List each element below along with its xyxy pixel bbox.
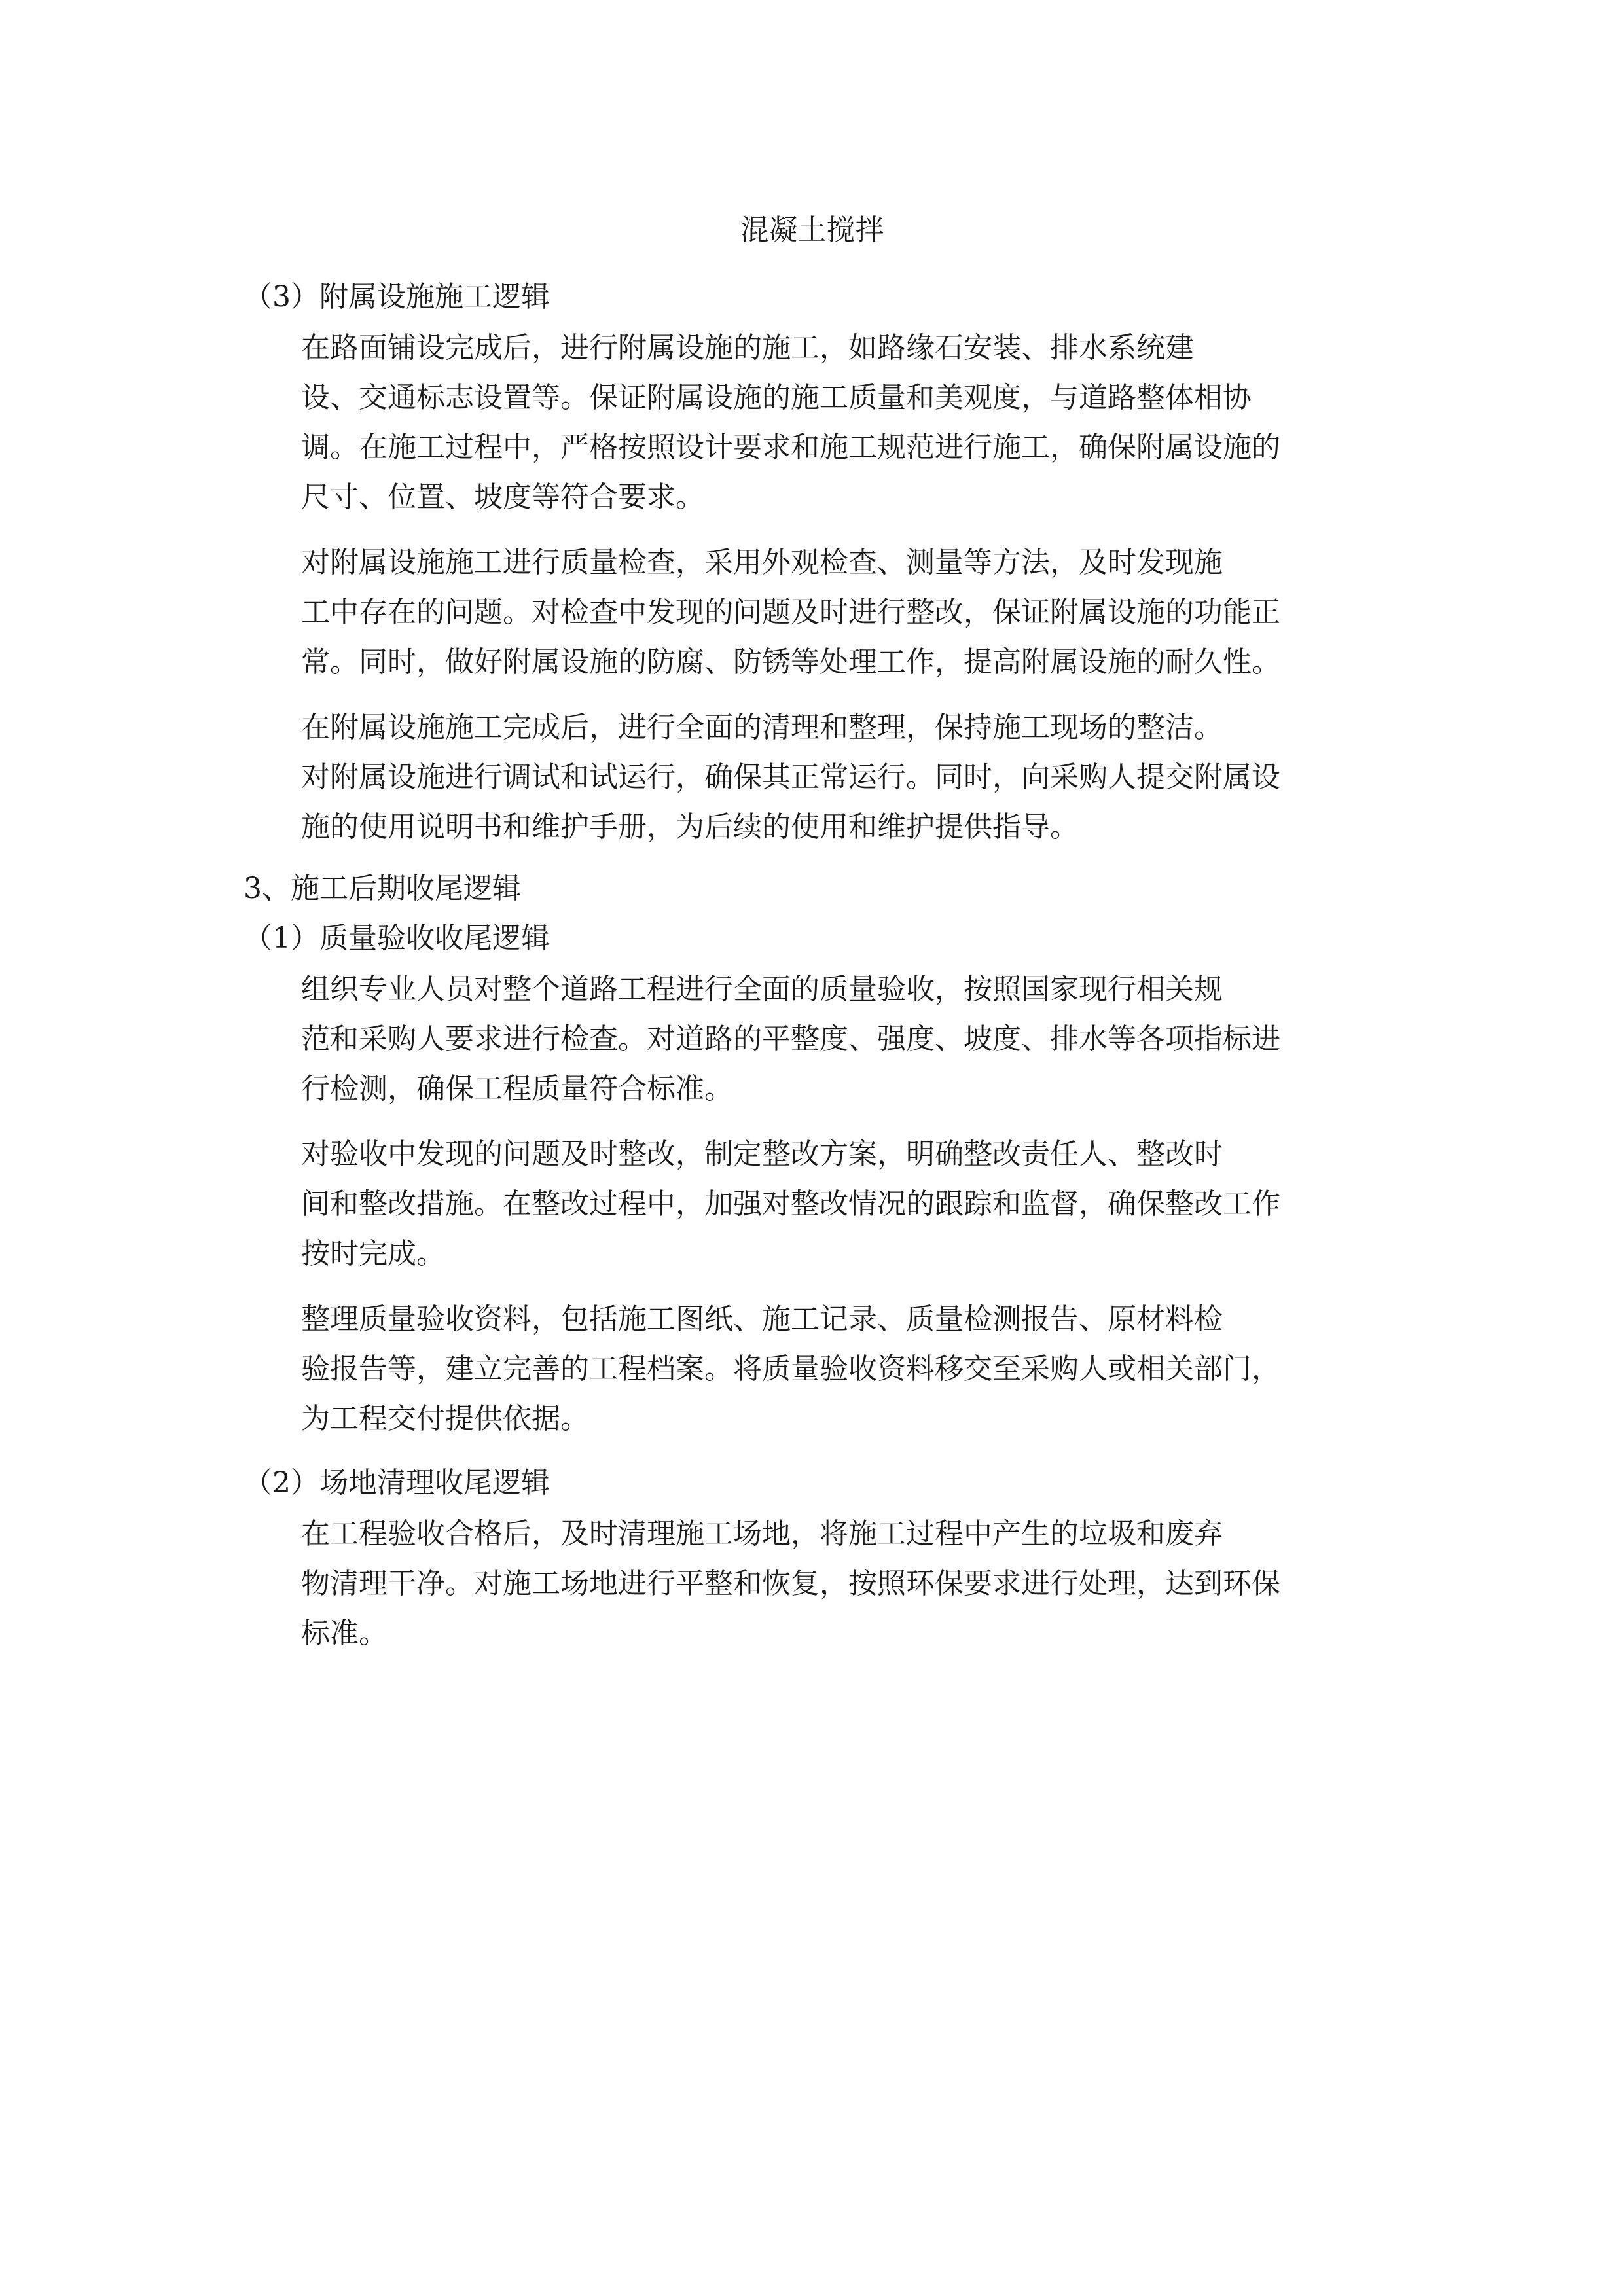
- page-caption: 混凝土搅拌: [740, 213, 884, 247]
- paragraph-line: 为工程交付提供依据。: [301, 1402, 589, 1435]
- subsection-heading: （1）质量验收收尾逻辑: [244, 922, 550, 955]
- paragraph: [244, 1130, 1382, 1279]
- paragraph-line: 施的使用说明书和维护手册，为后续的使用和维护提供指导。: [301, 810, 1079, 844]
- paragraph-line: 间和整改措施。在整改过程中，加强对整改情况的跟踪和监督，确保整改工作: [301, 1187, 1280, 1221]
- paragraph-line: 对验收中发现的问题及时整改，制定整改方案，明确整改责任人、整改时: [301, 1138, 1223, 1171]
- paragraph-line: 行检测，确保工程质量符合标准。: [301, 1072, 733, 1105]
- paragraph-line: 对附属设施施工进行质量检查，采用外观检查、测量等方法，及时发现施: [301, 546, 1223, 579]
- section-heading: （3）附属设施施工逻辑: [244, 280, 550, 314]
- paragraph-line: 验报告等，建立完善的工程档案。将质量验收资料移交至采购人或相关部门，: [301, 1352, 1280, 1386]
- section-heading: 3、施工后期收尾逻辑: [244, 872, 521, 905]
- paragraph: [244, 538, 1382, 687]
- paragraph-line: 对附属设施进行调试和试运行，确保其正常运行。同时，向采购人提交附属设: [301, 761, 1280, 794]
- paragraph-line: 设、交通标志设置等。保证附属设施的施工质量和美观度，与道路整体相协: [301, 381, 1252, 414]
- paragraph-line: 标准。: [301, 1617, 388, 1650]
- paragraph-line: 组织专业人员对整个道路工程进行全面的质量验收，按照国家现行相关规: [301, 973, 1223, 1006]
- paragraph: [244, 1295, 1382, 1444]
- document-body: [244, 278, 1382, 1659]
- paragraph-line: 常。同时，做好附属设施的防腐、防锈等处理工作，提高附属设施的耐久性。: [301, 645, 1280, 679]
- paragraph: [244, 1509, 1382, 1659]
- subsection-heading: （2）场地清理收尾逻辑: [244, 1466, 550, 1499]
- paragraph-line: 在附属设施施工完成后，进行全面的清理和整理，保持施工现场的整洁。: [301, 711, 1223, 744]
- paragraph-line: 尺寸、位置、坡度等符合要求。: [301, 480, 704, 514]
- paragraph-line: 工中存在的问题。对检查中发现的问题及时进行整改，保证附属设施的功能正: [301, 596, 1280, 629]
- paragraph-line: 物清理干净。对施工场地进行平整和恢复，按照环保要求进行处理，达到环保: [301, 1567, 1280, 1600]
- paragraph-line: 在路面铺设完成后，进行附属设施的施工，如路缘石安装、排水系统建: [301, 331, 1194, 365]
- paragraph-line: 范和采购人要求进行检查。对道路的平整度、强度、坡度、排水等各项指标进: [301, 1022, 1280, 1056]
- paragraph: [244, 965, 1382, 1114]
- paragraph-line: 调。在施工过程中，严格按照设计要求和施工规范进行施工，确保附属设施的: [301, 431, 1280, 464]
- paragraph-line: 在工程验收合格后，及时清理施工场地，将施工过程中产生的垃圾和废弃: [301, 1517, 1223, 1551]
- paragraph-line: 按时完成。: [301, 1237, 445, 1270]
- paragraph: [244, 323, 1382, 522]
- paragraph: [244, 703, 1382, 852]
- paragraph-line: 整理质量验收资料，包括施工图纸、施工记录、质量检测报告、原材料检: [301, 1302, 1223, 1336]
